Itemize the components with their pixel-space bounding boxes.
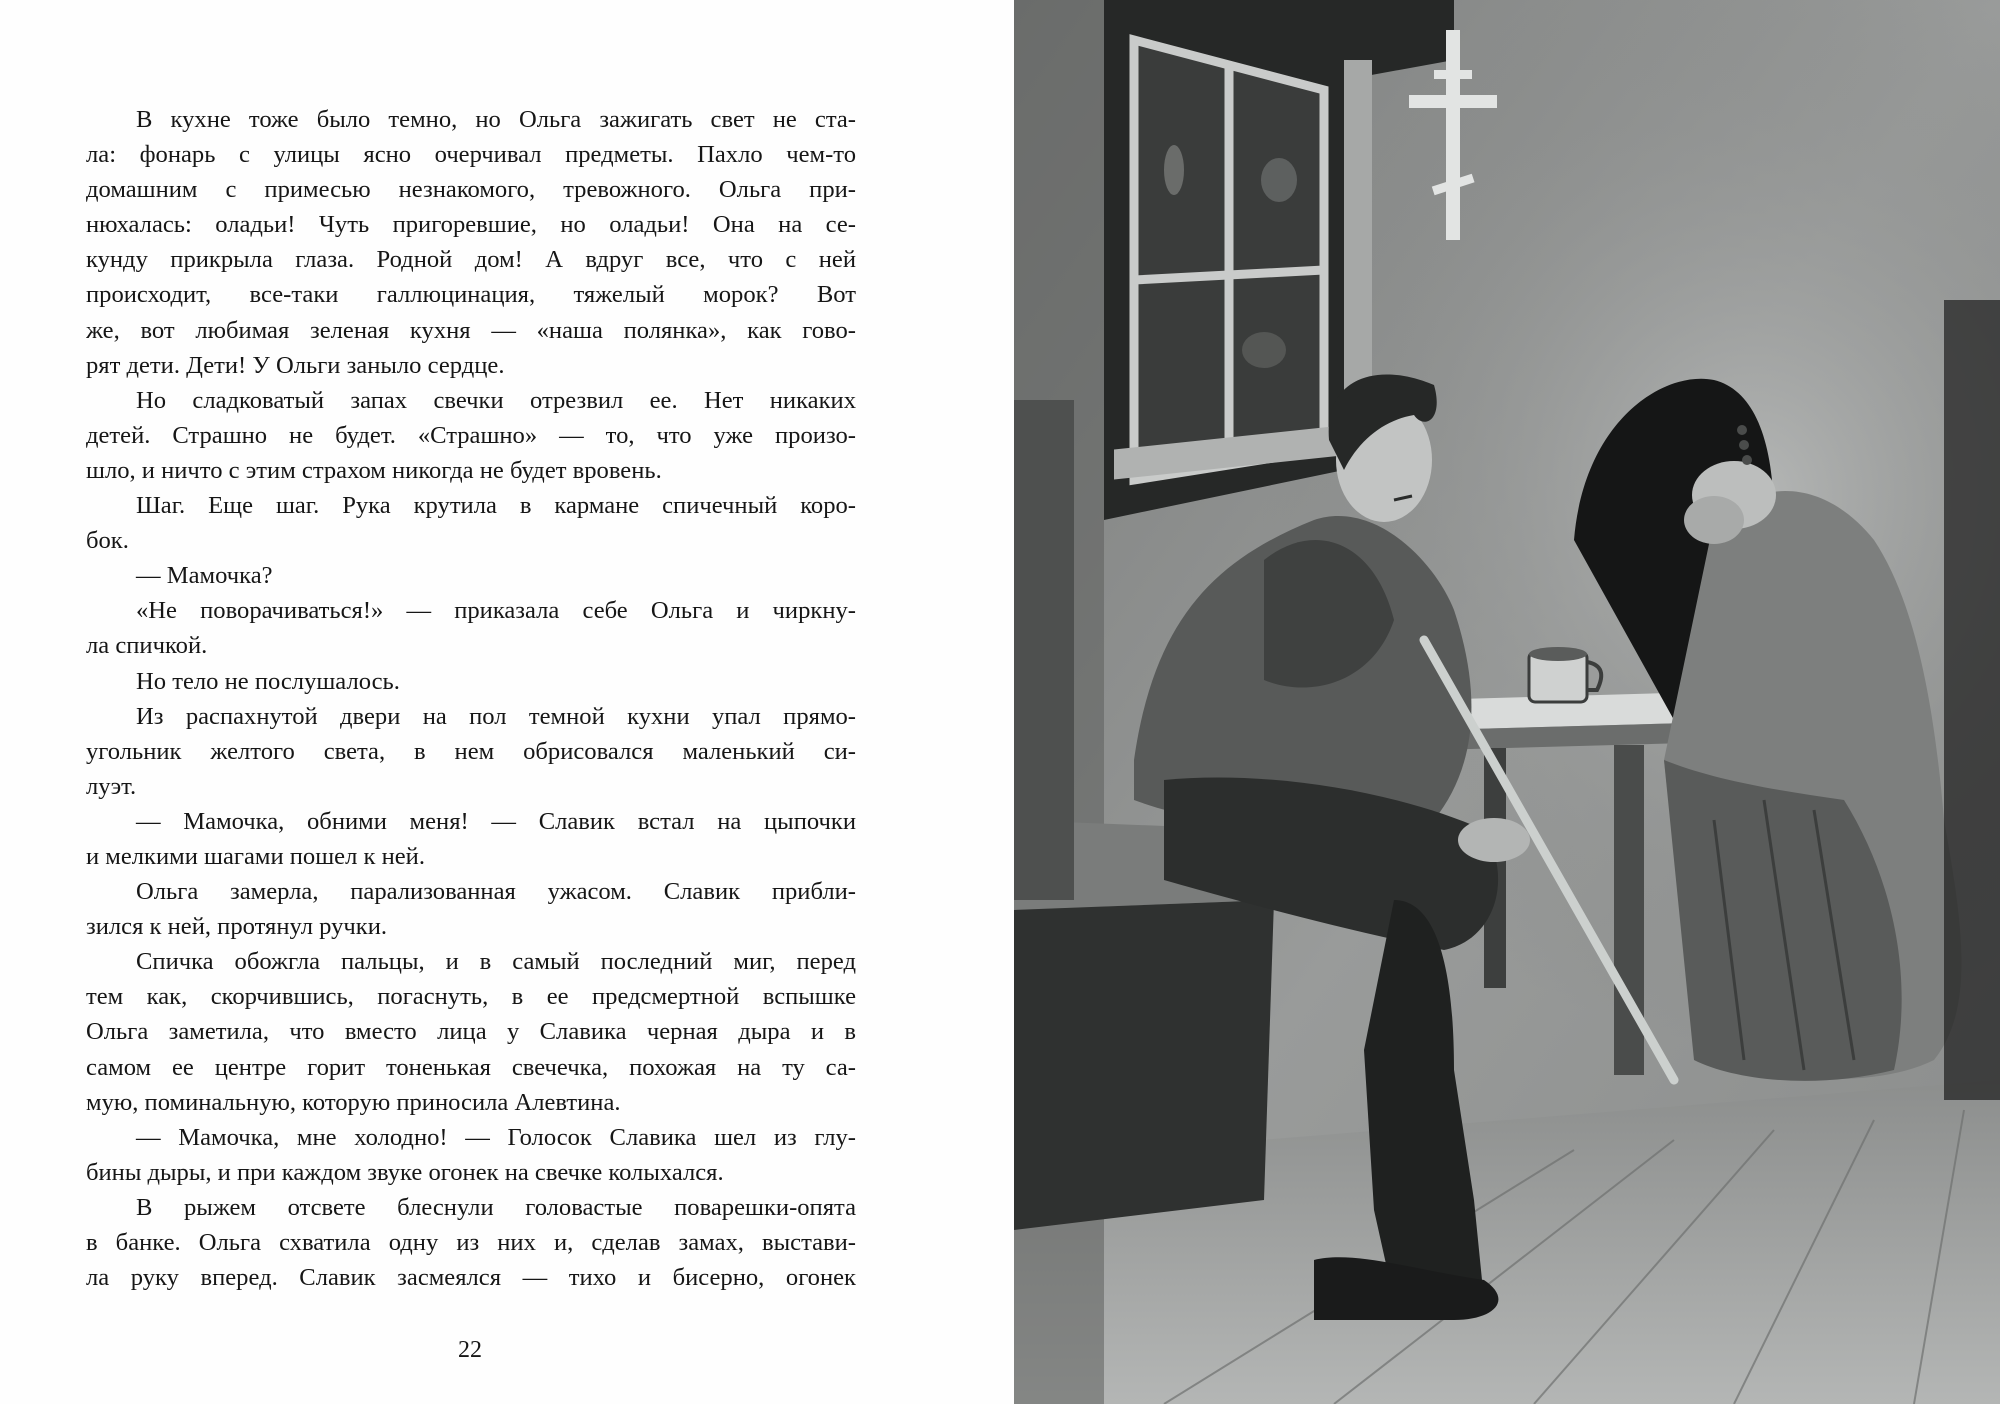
text-line: луэт. xyxy=(86,772,137,800)
text-line: Спичка обожгла пальцы, и в самый последний миг, перед xyxy=(136,948,856,976)
text-line: Из распахнутой двери на пол темной кухни упал прямо- xyxy=(136,702,856,730)
text-line: и мелкими шагами пошел к ней. xyxy=(86,842,425,870)
text-line: бок. xyxy=(86,527,129,555)
book-illustration xyxy=(1014,0,2000,1404)
text-line: детей. Страшно не будет. «Страшно» — то, что уже произо- xyxy=(86,421,856,449)
text-line: происходит, все-таки галлюцинация, тяжелый морок? Вот xyxy=(86,281,856,309)
text-line: самом ее центре горит тоненькая свечечка, похожая на ту са- xyxy=(86,1053,856,1081)
story-text xyxy=(86,102,856,1295)
text-line: мую, поминальную, которую приносила Алевтина. xyxy=(86,1088,621,1116)
text-line: в банке. Ольга схватила одну из них и, сделав замах, выстави- xyxy=(86,1229,856,1256)
right-shadow xyxy=(1944,300,2000,1100)
text-line: Но сладковатый запах свечки отрезвил ее. Нет никаких xyxy=(136,386,856,414)
text-line: кунду прикрыла глаза. Родной дом! А вдруг все, что с ней xyxy=(86,246,856,274)
text-line: ла спичкой. xyxy=(86,632,208,660)
text-line: рят дети. Дети! У Ольги заныло сердце. xyxy=(86,351,505,379)
text-line: угольник желтого света, в нем обрисовался маленький си- xyxy=(86,737,856,765)
text-line: шло, и ничто с этим страхом никогда не будет вровень. xyxy=(86,456,662,484)
text-line: зился к ней, протянул ручки. xyxy=(86,913,388,941)
text-line: — Мамочка, обними меня! — Славик встал на цыпочки xyxy=(136,807,856,835)
text-line: — Мамочка, мне холодно! — Голосок Славика шел из глу- xyxy=(136,1123,856,1151)
page-number: 22 xyxy=(458,1337,482,1363)
text-line: ла руку вперед. Славик засмеялся — тихо и бисерно, огонек xyxy=(86,1264,856,1292)
illustration-drawing xyxy=(1014,0,2000,1404)
text-line: Ольга замерла, парализованная ужасом. Славик прибли- xyxy=(136,878,856,906)
text-line: — Мамочка? xyxy=(136,562,273,590)
text-line: Но тело не послушалось. xyxy=(136,667,400,695)
text-line: ла: фонарь с улицы ясно очерчивал предметы. Пахло чем-то xyxy=(86,141,856,169)
text-line: же, вот любимая зеленая кухня — «наша полянка», как гово- xyxy=(86,316,856,344)
text-line: тем как, скорчившись, погаснуть, в ее предсмертной вспышке xyxy=(86,983,856,1011)
text-line: нюхалась: оладьи! Чуть пригоревшие, но оладьи! Она на се- xyxy=(86,211,856,239)
text-line: В рыжем отсвете блеснули головастые поварешки-опята xyxy=(136,1193,856,1221)
text-line: В кухне тоже было темно, но Ольга зажигать свет не ста- xyxy=(136,106,856,133)
text-line: бины дыры, и при каждом звуке огонек на свечке колыхался. xyxy=(86,1158,724,1186)
text-line: домашним с примесью незнакомого, тревожного. Ольга при- xyxy=(86,176,856,204)
text-line: «Не поворачиваться!» — приказала себе Ольга и чиркну- xyxy=(136,597,856,625)
text-line: Ольга заметила, что вместо лица у Славика черная дыра и в xyxy=(86,1018,856,1046)
text-line: Шаг. Еще шаг. Рука крутила в кармане спичечный коро- xyxy=(136,492,856,520)
